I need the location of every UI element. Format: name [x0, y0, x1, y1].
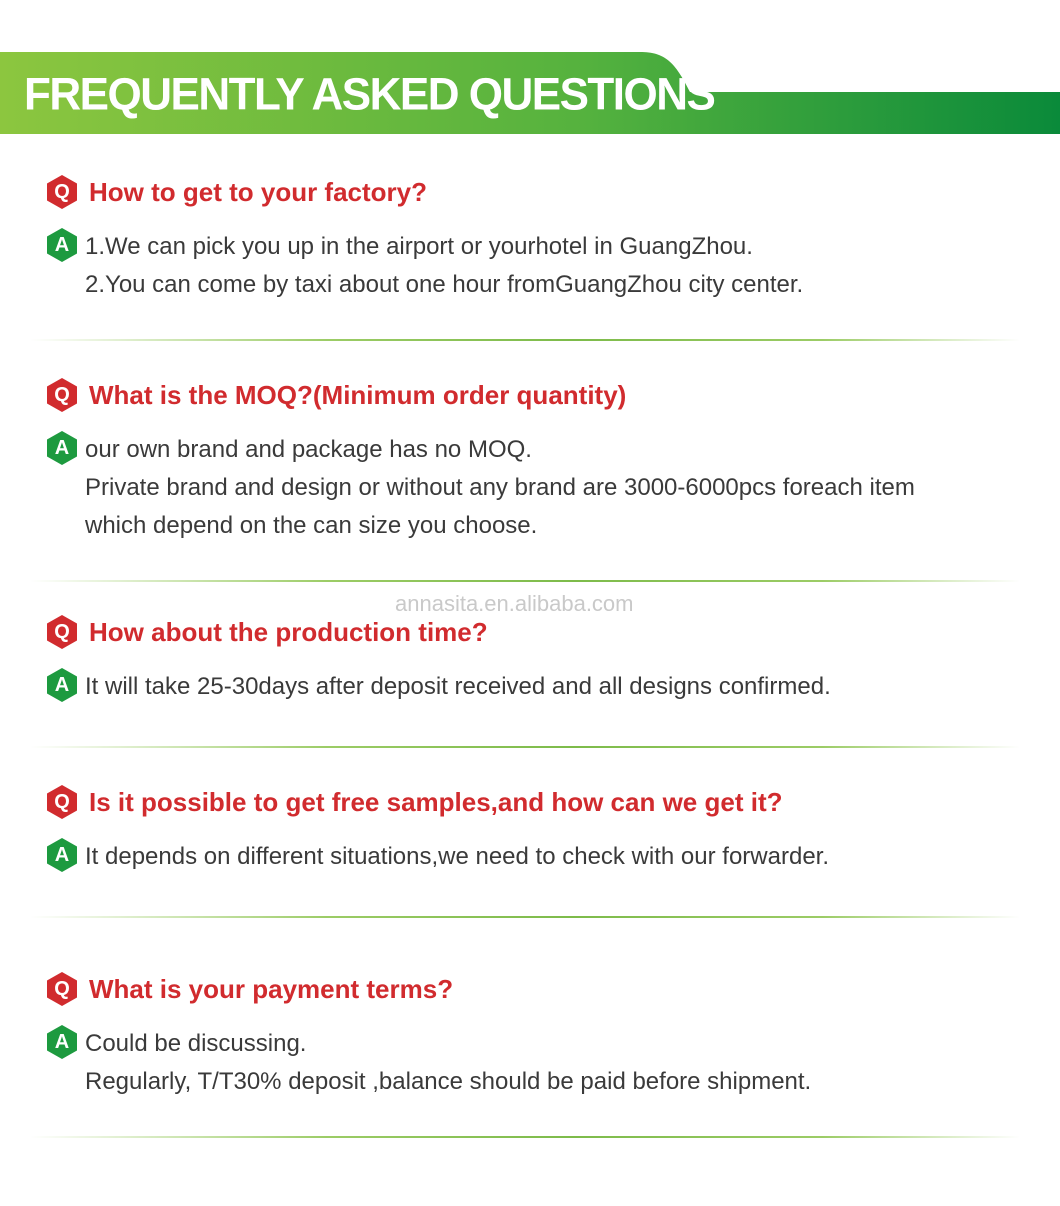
answer-line: It will take 25-30days after deposit received and all designs confirmed. [85, 673, 831, 700]
answer-line: 1.We can pick you up in the airport or yourhotel in GuangZhou. [85, 233, 753, 260]
answer-line: Private brand and design or without any brand are 3000-6000pcs foreach item [85, 474, 915, 501]
divider [30, 746, 1020, 748]
answer-badge-icon: A [46, 1025, 78, 1059]
answer-text [85, 1025, 811, 1101]
answer-badge-icon: A [46, 228, 78, 262]
question-text: How to get to your factory? [89, 177, 427, 207]
question-text: How about the production time? [89, 617, 488, 647]
question-text: What is your payment terms? [89, 974, 454, 1004]
question-badge-icon: Q [46, 972, 78, 1006]
answer-line: our own brand and package has no MOQ. [85, 436, 532, 463]
divider [30, 580, 1020, 582]
answer-line: 2.You can come by taxi about one hour fromGuangZhou city center. [85, 271, 804, 298]
answer-badge-icon: A [46, 668, 78, 702]
answer-badge-icon: A [46, 838, 78, 872]
question-text: Is it possible to get free samples,and how can we get it? [89, 787, 783, 817]
divider [30, 339, 1020, 341]
question-badge-icon: Q [46, 378, 78, 412]
answer-line: which depend on the can size you choose. [85, 512, 538, 539]
answer-line: Regularly, T/T30% deposit ,balance should be paid before shipment. [85, 1068, 812, 1095]
answer-line: It depends on different situations,we need to check with our forwarder. [85, 843, 829, 870]
page-title: FREQUENTLY ASKED QUESTIONS [24, 69, 715, 120]
answer-text [85, 838, 829, 876]
answer-text [85, 228, 803, 304]
question-text: What is the MOQ?(Minimum order quantity) [89, 380, 627, 410]
question-badge-icon: Q [46, 615, 78, 649]
answer-line: Could be discussing. [85, 1030, 307, 1057]
answer-text [85, 431, 915, 545]
question-badge-icon: Q [46, 785, 78, 819]
watermark: annasita.en.alibaba.com [395, 591, 634, 616]
question-badge-icon: Q [46, 175, 78, 209]
answer-badge-icon: A [46, 431, 78, 465]
divider [30, 916, 1020, 918]
divider [30, 1136, 1020, 1138]
answer-text [85, 668, 831, 706]
header-banner [0, 52, 1060, 134]
